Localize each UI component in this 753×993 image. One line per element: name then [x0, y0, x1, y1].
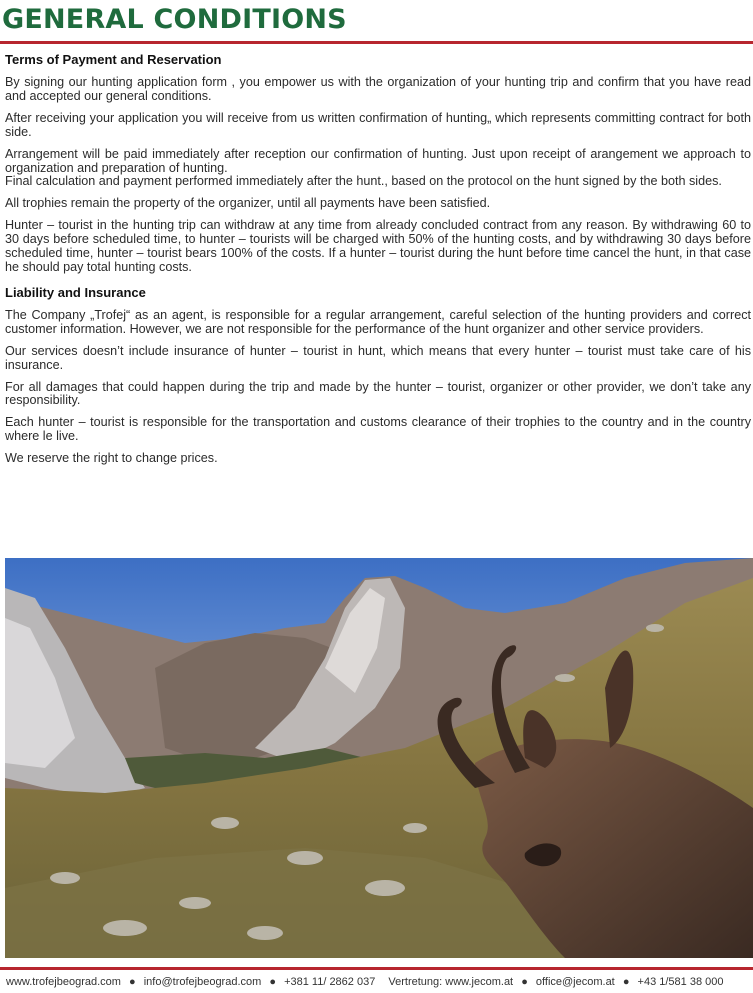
rep-email-link[interactable]: office@jecom.at [535, 976, 615, 988]
email-link[interactable]: info@trofejbeograd.com [143, 976, 262, 988]
top-divider [0, 41, 753, 44]
section-heading-liability: Liability and Insurance [5, 284, 146, 300]
website-link[interactable]: www.trofejbeograd.com [6, 976, 121, 988]
paragraph: Final calculation and payment performed immediately after the hunt., based on the protocol on the hunt signed by the both sides. [5, 174, 722, 189]
bullet-icon: ● [269, 976, 277, 988]
bullet-icon: ● [129, 976, 136, 988]
paragraph: Each hunter – tourist is responsible for the transportation and customs clearance of their trophies to the country and in the country where le live. [5, 415, 751, 444]
paragraph: For all damages that could happen during the trip and made by the hunter – tourist, organizer or other provider, we don’t take any responsibility. [5, 379, 751, 408]
bullet-icon: ● [521, 976, 528, 988]
document-body [5, 52, 751, 474]
section-heading-payment: Terms of Payment and Reservation [5, 52, 222, 67]
bullet-icon: ● [622, 976, 630, 988]
phone-number: +381 11/ 2862 037 [284, 976, 376, 988]
paragraph: After receiving your application you will receive from us written confirmation of hunting„ which represents committing contract for both side. [5, 110, 751, 139]
paragraph: Our services doesn’t include insurance of hunter – tourist in hunt, which means that every hunter – tourist must take care of his insurance. [5, 343, 751, 372]
page-title: GENERAL CONDITIONS [2, 4, 347, 35]
chamois-trophy-photo [5, 558, 753, 958]
paragraph: All trophies remain the property of the organizer, until all payments have been satisfied. [5, 196, 491, 211]
rep-phone-number: +43 1/581 38 000 [637, 976, 724, 988]
paragraph: The Company „Trofej“ as an agent, is responsible for a regular arrangement, careful selection of the hunting providers and correct customer information. However, we are not responsible for the performance of the hunt organizer and other service providers. [5, 307, 751, 336]
paragraph: Arrangement will be paid immediately after reception our confirmation of hunting. Just upon receipt of arangement we approach to organization and preparation of hunting. [5, 146, 751, 175]
footer-contacts [6, 975, 753, 989]
bottom-divider [0, 967, 753, 970]
paragraph: We reserve the right to change prices. [5, 451, 218, 466]
paragraph: By signing our hunting application form , you empower us with the organization of your hunting trip and confirm that you have read and accepted our general conditions. [5, 75, 751, 103]
representation-link[interactable]: Vertretung: www.jecom.at [388, 976, 514, 988]
paragraph: Hunter – tourist in the hunting trip can withdraw at any time from already concluded contract from any reason. By withdrawing 60 to 30 days before scheduled time, to hunter – tourists will be charged with 50% of the hunting costs, and by withdrawing 30 days before scheduled time, hunter – tourist bears 100% of the costs. If a hunter – tourist during the hunt before time cancel the hunt, in that case he should pay total hunting costs. [5, 218, 751, 274]
